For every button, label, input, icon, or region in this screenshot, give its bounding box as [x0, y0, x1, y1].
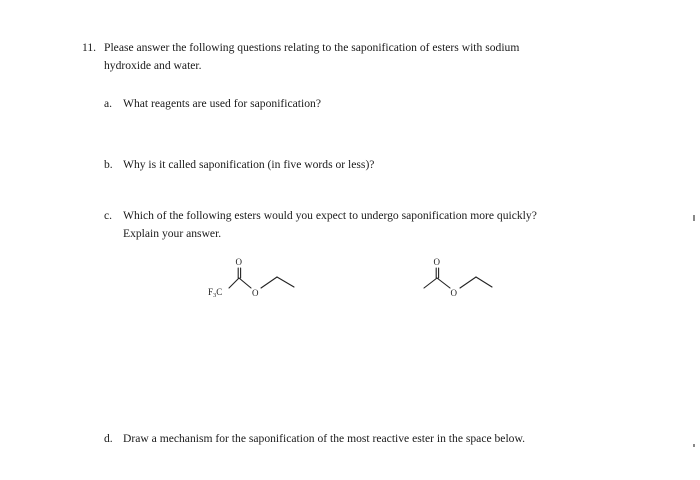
part-a-label: a. [104, 97, 113, 110]
right-edge-mark-top [693, 215, 695, 221]
part-d-label: d. [104, 432, 113, 445]
right-edge-mark-bottom [693, 444, 695, 447]
part-a-text: What reagents are used for saponification? [123, 97, 321, 110]
part-d-text: Draw a mechanism for the saponification of the most reactive ester in the space below. [123, 432, 525, 445]
question-text-line-1: Please answer the following questions relating to the saponification of esters with sodium [104, 41, 520, 54]
part-c-label: c. [104, 209, 113, 222]
question-text-line-2: hydroxide and water. [104, 59, 202, 72]
right-bond-ch2-ch3 [476, 277, 492, 287]
right-ester-oxygen: O [450, 288, 457, 298]
part-c-text-line-1: Which of the following esters would you expect to undergo saponification more quickly? [123, 209, 537, 222]
part-b-label: b. [104, 158, 113, 171]
right-bond-methyl-carbonyl [424, 278, 437, 288]
left-bond-cf3-carbonyl [229, 278, 239, 288]
right-bond-carbonyl-ester-oxygen [437, 278, 450, 288]
left-substituent-label: $F_3C$ [208, 287, 223, 299]
left-carbonyl-oxygen: O [235, 257, 242, 267]
left-bond-ch2-ch3 [277, 277, 294, 287]
left-bond-carbonyl-ester-oxygen [239, 278, 251, 288]
right-bond-oxygen-ch2 [460, 277, 476, 288]
question-number: 11. [82, 41, 97, 54]
right-carbonyl-oxygen: O [433, 257, 440, 267]
structure-trifluoro-ester [200, 250, 310, 310]
left-bond-oxygen-ch2 [261, 277, 277, 288]
part-c-text-line-2: Explain your answer. [123, 227, 222, 240]
left-ester-oxygen: O [252, 288, 259, 298]
part-b-text: Why is it called saponification (in five words or less)? [123, 158, 375, 171]
structure-ethyl-acetate [412, 250, 512, 310]
